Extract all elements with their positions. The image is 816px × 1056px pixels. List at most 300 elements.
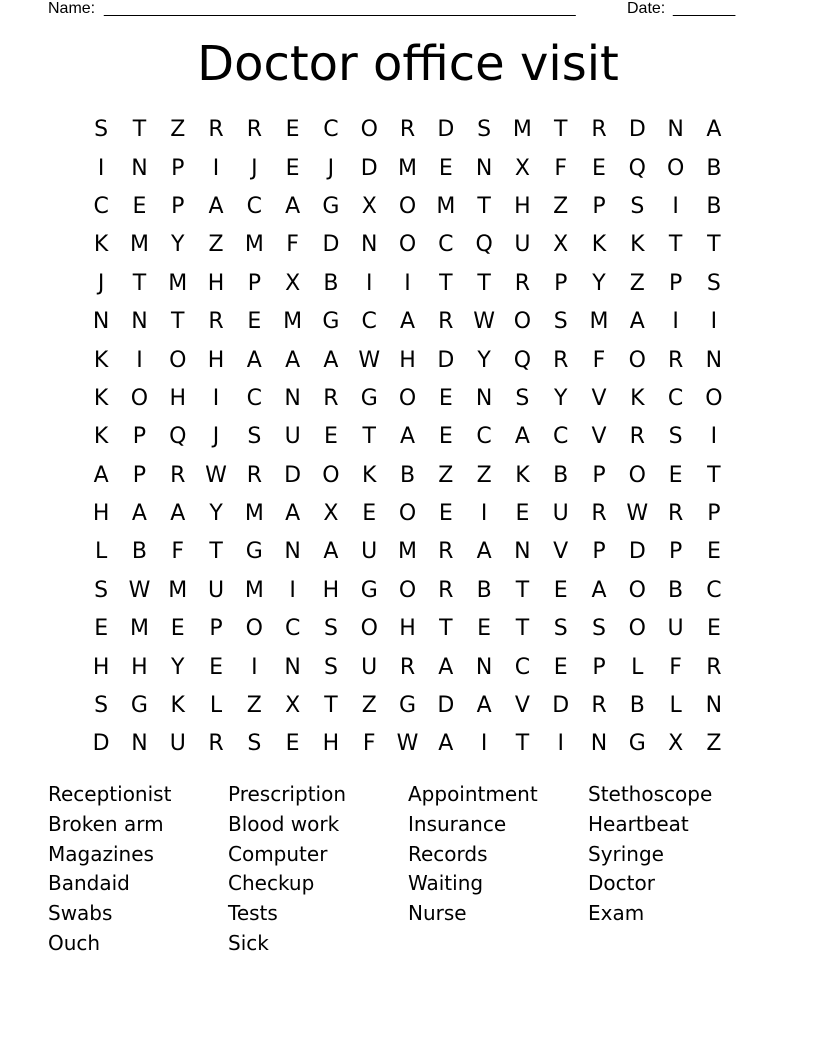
grid-letter[interactable]: H	[322, 577, 340, 603]
grid-letter[interactable]: C	[706, 577, 722, 603]
grid-letter[interactable]: L	[669, 693, 682, 719]
grid-letter[interactable]: E	[285, 731, 300, 757]
grid-letter[interactable]: I	[480, 501, 488, 527]
grid-letter[interactable]: R	[591, 117, 607, 143]
grid-letter[interactable]: W	[358, 347, 381, 373]
grid-row	[82, 188, 733, 226]
grid-letter[interactable]: X	[514, 155, 530, 181]
grid-letter[interactable]: M	[244, 232, 264, 258]
grid-letter[interactable]: R	[399, 117, 416, 143]
grid-letter[interactable]: N	[705, 693, 723, 719]
grid-letter[interactable]: Y	[209, 501, 223, 527]
grid-letter[interactable]: U	[361, 539, 378, 565]
grid-letter[interactable]: M	[129, 616, 149, 642]
grid-letter[interactable]: R	[667, 501, 684, 527]
grid-letter[interactable]: A	[591, 577, 607, 603]
grid-letter[interactable]: R	[438, 577, 454, 603]
grid-letter[interactable]: M	[168, 270, 188, 296]
grid-letter[interactable]: K	[630, 385, 645, 411]
grid-letter[interactable]: Z	[361, 693, 377, 719]
grid-letter[interactable]: N	[131, 731, 148, 757]
grid-letter[interactable]: T	[707, 462, 721, 488]
grid-letter[interactable]: S	[247, 424, 262, 450]
grid-letter[interactable]: E	[592, 155, 606, 181]
grid-letter[interactable]: O	[628, 347, 646, 373]
grid-letter[interactable]: O	[398, 577, 417, 603]
grid-letter[interactable]: F	[592, 347, 606, 373]
grid-letter[interactable]: O	[398, 385, 417, 411]
grid-letter[interactable]: Z	[629, 270, 645, 296]
grid-letter[interactable]: M	[512, 117, 532, 143]
grid-letter[interactable]: T	[362, 424, 376, 450]
grid-letter[interactable]: T	[439, 270, 453, 296]
grid-letter[interactable]: E	[285, 117, 300, 143]
grid-letter[interactable]: G	[130, 693, 148, 719]
grid-letter[interactable]: B	[323, 270, 339, 296]
grid-letter[interactable]: C	[246, 193, 263, 219]
grid-letter[interactable]: T	[439, 616, 453, 642]
word-list-item: Sick	[228, 930, 269, 955]
grid-letter[interactable]: S	[323, 616, 338, 642]
grid-letter[interactable]: A	[285, 193, 301, 219]
date-field[interactable]: _______	[673, 0, 736, 17]
grid-letter[interactable]: F	[171, 539, 185, 565]
grid-letter[interactable]: R	[706, 654, 722, 680]
grid-letter[interactable]: F	[286, 232, 299, 258]
grid-letter[interactable]: A	[399, 309, 416, 335]
grid-letter[interactable]: N	[475, 155, 493, 181]
grid-letter[interactable]: T	[477, 270, 491, 296]
grid-letter[interactable]: P	[209, 616, 223, 642]
grid-letter[interactable]: E	[438, 385, 453, 411]
grid-letter[interactable]: O	[169, 347, 187, 373]
grid-letter[interactable]: G	[322, 309, 340, 335]
grid-letter[interactable]: O	[322, 462, 340, 488]
grid-letter[interactable]: U	[552, 501, 569, 527]
grid-letter[interactable]: H	[514, 193, 531, 219]
grid-letter[interactable]: Z	[246, 693, 262, 719]
grid-letter[interactable]: S	[323, 654, 338, 680]
grid-letter[interactable]: C	[246, 385, 263, 411]
grid-letter[interactable]: N	[131, 155, 148, 181]
grid-letter[interactable]: C	[667, 385, 684, 411]
grid-letter[interactable]: M	[168, 577, 188, 603]
grid-letter[interactable]: H	[207, 270, 225, 296]
grid-letter[interactable]: P	[707, 501, 721, 527]
grid-letter[interactable]: Q	[169, 424, 187, 450]
grid-letter[interactable]: S	[668, 424, 683, 450]
grid-letter[interactable]: E	[553, 654, 568, 680]
grid-letter[interactable]: I	[289, 577, 296, 603]
grid-letter[interactable]: V	[591, 424, 607, 450]
grid-letter[interactable]: R	[208, 731, 224, 757]
grid-letter[interactable]: E	[285, 155, 300, 181]
grid-letter[interactable]: O	[628, 462, 646, 488]
grid-letter[interactable]: A	[399, 424, 416, 450]
grid-letter[interactable]: W	[626, 501, 649, 527]
grid-letter[interactable]: X	[668, 731, 684, 757]
grid-letter[interactable]: I	[672, 309, 679, 335]
grid-letter[interactable]: E	[438, 501, 453, 527]
grid-letter[interactable]: N	[514, 539, 531, 565]
grid-letter[interactable]: K	[93, 385, 109, 411]
grid-letter[interactable]: P	[592, 462, 606, 488]
grid-letter[interactable]: E	[132, 193, 147, 219]
grid-letter[interactable]: T	[515, 731, 530, 757]
grid-letter[interactable]: C	[553, 424, 569, 450]
grid-letter[interactable]: V	[553, 539, 569, 565]
grid-letter[interactable]: U	[207, 577, 225, 603]
grid-letter[interactable]: R	[246, 462, 262, 488]
grid-letter[interactable]: F	[669, 654, 682, 680]
grid-letter[interactable]: S	[553, 309, 568, 335]
grid-letter[interactable]: R	[170, 462, 186, 488]
grid-letter[interactable]: I	[710, 309, 718, 335]
grid-letter[interactable]: R	[399, 654, 416, 680]
grid-letter[interactable]: S	[553, 616, 568, 642]
grid-letter[interactable]: D	[284, 462, 302, 488]
grid-letter[interactable]: R	[629, 424, 645, 450]
grid-letter[interactable]: O	[398, 232, 417, 258]
grid-letter[interactable]: F	[362, 731, 376, 757]
grid-letter[interactable]: Z	[438, 462, 454, 488]
grid-letter[interactable]: K	[93, 347, 109, 373]
grid-letter[interactable]: M	[283, 309, 303, 335]
grid-letter[interactable]: H	[92, 501, 110, 527]
grid-letter[interactable]: W	[128, 577, 151, 603]
grid-letter[interactable]: T	[132, 270, 147, 296]
grid-letter[interactable]: D	[360, 155, 378, 181]
grid-letter[interactable]: O	[360, 616, 378, 642]
grid-letter[interactable]: T	[209, 539, 223, 565]
grid-letter[interactable]: D	[322, 232, 340, 258]
grid-letter[interactable]: I	[365, 270, 373, 296]
grid-letter[interactable]: D	[437, 693, 455, 719]
grid-letter[interactable]: S	[94, 577, 109, 603]
grid-letter[interactable]: E	[553, 577, 568, 603]
grid-letter[interactable]: P	[592, 539, 606, 565]
grid-letter[interactable]: E	[438, 424, 453, 450]
grid-letter[interactable]: F	[554, 155, 568, 181]
grid-letter[interactable]: L	[95, 539, 108, 565]
grid-letter[interactable]: Q	[628, 155, 646, 181]
grid-letter[interactable]: E	[477, 616, 492, 642]
grid-letter[interactable]: U	[361, 654, 378, 680]
grid-letter[interactable]: A	[131, 501, 147, 527]
grid-letter[interactable]: R	[323, 385, 339, 411]
grid-letter[interactable]: E	[706, 539, 721, 565]
grid-letter[interactable]: O	[705, 385, 723, 411]
grid-letter[interactable]: C	[361, 309, 377, 335]
grid-letter[interactable]: P	[171, 155, 185, 181]
grid-letter[interactable]: R	[438, 309, 454, 335]
grid-letter[interactable]: E	[668, 462, 683, 488]
grid-letter[interactable]: C	[514, 654, 531, 680]
grid-letter[interactable]: O	[245, 616, 263, 642]
grid-letter[interactable]: G	[322, 193, 340, 219]
grid-letter[interactable]: P	[554, 270, 568, 296]
grid-letter[interactable]: A	[170, 501, 186, 527]
grid-letter[interactable]: E	[515, 501, 530, 527]
grid-letter[interactable]: Y	[553, 385, 568, 411]
grid-letter[interactable]: R	[553, 347, 569, 373]
grid-letter[interactable]: I	[404, 270, 411, 296]
grid-letter[interactable]: N	[475, 385, 493, 411]
grid-letter[interactable]: P	[171, 193, 185, 219]
grid-letter[interactable]: Z	[208, 232, 224, 258]
grid-letter[interactable]: X	[361, 193, 377, 219]
grid-letter[interactable]: T	[515, 616, 530, 642]
grid-letter[interactable]: G	[398, 693, 417, 719]
grid-letter[interactable]: A	[93, 462, 109, 488]
grid-letter[interactable]: P	[247, 270, 261, 296]
grid-letter[interactable]: T	[324, 693, 338, 719]
grid-letter[interactable]: E	[170, 616, 185, 642]
grid-letter[interactable]: A	[323, 539, 339, 565]
grid-letter[interactable]: G	[245, 539, 263, 565]
grid-letter[interactable]: Z	[553, 193, 569, 219]
grid-letter[interactable]: I	[212, 385, 220, 411]
grid-letter[interactable]: Z	[476, 462, 492, 488]
grid-letter[interactable]: G	[628, 731, 646, 757]
grid-letter[interactable]: I	[557, 731, 564, 757]
grid-letter[interactable]: S	[247, 731, 262, 757]
grid-letter[interactable]: O	[628, 577, 646, 603]
grid-letter[interactable]: U	[667, 616, 684, 642]
grid-letter[interactable]: I	[710, 424, 718, 450]
grid-letter[interactable]: I	[251, 654, 258, 680]
grid-letter[interactable]: N	[475, 654, 493, 680]
grid-letter[interactable]: M	[398, 155, 418, 181]
grid-letter[interactable]: E	[362, 501, 377, 527]
grid-letter[interactable]: D	[437, 347, 455, 373]
grid-letter[interactable]: C	[284, 616, 301, 642]
grid-letter[interactable]: P	[668, 270, 683, 296]
grid-letter[interactable]: J	[212, 424, 220, 450]
grid-letter[interactable]: D	[628, 539, 646, 565]
grid-letter[interactable]: S	[477, 117, 492, 143]
grid-letter[interactable]: U	[284, 424, 301, 450]
grid-letter[interactable]: L	[631, 654, 644, 680]
grid-letter[interactable]: J	[251, 155, 258, 181]
grid-letter[interactable]: D	[552, 693, 570, 719]
grid-letter[interactable]: H	[207, 347, 225, 373]
grid-letter[interactable]: A	[476, 539, 492, 565]
grid-letter[interactable]: A	[438, 654, 454, 680]
grid-row	[82, 457, 733, 495]
grid-letter[interactable]: P	[668, 539, 683, 565]
grid-letter[interactable]: P	[132, 424, 147, 450]
grid-letter[interactable]: X	[553, 232, 569, 258]
grid-letter[interactable]: E	[94, 616, 109, 642]
grid-letter[interactable]: H	[169, 385, 187, 411]
grid-letter[interactable]: T	[515, 577, 530, 603]
grid-letter[interactable]: M	[244, 577, 264, 603]
grid-letter[interactable]: D	[437, 117, 455, 143]
grid-letter[interactable]: T	[171, 309, 185, 335]
grid-letter[interactable]: N	[667, 117, 684, 143]
grid-letter[interactable]: D	[628, 117, 646, 143]
grid-letter[interactable]: P	[592, 193, 606, 219]
grid-letter[interactable]: M	[436, 193, 456, 219]
grid-letter[interactable]: P	[592, 654, 606, 680]
grid-letter[interactable]: C	[93, 193, 109, 219]
grid-letter[interactable]: M	[398, 539, 418, 565]
grid-letter[interactable]: S	[94, 693, 109, 719]
grid-letter[interactable]: T	[477, 193, 491, 219]
grid-letter[interactable]: Q	[475, 232, 493, 258]
grid-letter[interactable]: N	[92, 309, 110, 335]
grid-letter[interactable]: M	[589, 309, 609, 335]
grid-letter[interactable]: R	[591, 501, 607, 527]
grid-letter[interactable]: X	[323, 501, 339, 527]
grid-letter[interactable]: M	[244, 501, 264, 527]
grid-letter[interactable]: B	[706, 155, 722, 181]
grid-letter[interactable]: W	[473, 309, 495, 335]
grid-letter[interactable]: A	[246, 347, 262, 373]
grid-letter[interactable]: Q	[513, 347, 532, 373]
grid-letter[interactable]: V	[591, 385, 607, 411]
grid-letter[interactable]: T	[707, 232, 721, 258]
grid-letter[interactable]: V	[514, 693, 530, 719]
grid-letter[interactable]: K	[515, 462, 530, 488]
grid-letter[interactable]: O	[398, 193, 417, 219]
grid-letter[interactable]: N	[360, 232, 378, 258]
grid-letter[interactable]: I	[136, 347, 143, 373]
grid-letter[interactable]: J	[97, 270, 105, 296]
grid-letter[interactable]: T	[668, 232, 683, 258]
grid-letter[interactable]: Y	[592, 270, 606, 296]
grid-letter[interactable]: Y	[171, 232, 185, 258]
grid-letter[interactable]: H	[92, 654, 110, 680]
grid-letter[interactable]: A	[706, 117, 722, 143]
grid-letter[interactable]: S	[515, 385, 530, 411]
grid-letter[interactable]: G	[360, 577, 378, 603]
grid-letter[interactable]: K	[591, 232, 607, 258]
grid-letter[interactable]: B	[399, 462, 416, 488]
grid-letter[interactable]: R	[208, 309, 224, 335]
grid-letter[interactable]: G	[360, 385, 378, 411]
grid-letter[interactable]: S	[592, 616, 606, 642]
grid-letter[interactable]: A	[323, 347, 339, 373]
grid-letter[interactable]: O	[360, 117, 378, 143]
grid-letter[interactable]: T	[132, 117, 147, 143]
grid-letter[interactable]: I	[97, 155, 105, 181]
grid-letter[interactable]: O	[628, 616, 646, 642]
grid-letter[interactable]: O	[513, 309, 532, 335]
grid-letter[interactable]: R	[591, 693, 607, 719]
grid-letter[interactable]: U	[514, 232, 531, 258]
word-list-item: Bandaid	[48, 871, 130, 896]
grid-letter[interactable]: R	[438, 539, 454, 565]
grid-letter[interactable]: D	[92, 731, 110, 757]
grid-letter[interactable]: E	[209, 654, 223, 680]
grid-letter[interactable]: R	[208, 117, 224, 143]
grid-letter[interactable]: S	[630, 193, 645, 219]
grid-letter[interactable]: K	[630, 232, 645, 258]
grid-letter[interactable]: E	[323, 424, 338, 450]
grid-letter[interactable]: I	[480, 731, 488, 757]
grid-letter[interactable]: N	[590, 731, 608, 757]
grid-letter[interactable]: C	[476, 424, 492, 450]
grid-letter[interactable]: J	[327, 155, 335, 181]
word-list-column	[48, 780, 228, 959]
grid-letter[interactable]: K	[93, 424, 109, 450]
grid-letter[interactable]: H	[399, 616, 416, 642]
grid-letter[interactable]: A	[629, 309, 645, 335]
grid-letter[interactable]: K	[362, 462, 377, 488]
grid-letter[interactable]: N	[705, 347, 723, 373]
grid-letter[interactable]: N	[284, 385, 301, 411]
grid-letter[interactable]: M	[129, 232, 149, 258]
grid-letter[interactable]: E	[438, 155, 453, 181]
grid-letter[interactable]: P	[132, 462, 147, 488]
grid-letter[interactable]: B	[131, 539, 147, 565]
grid-row	[82, 495, 733, 533]
grid-letter[interactable]: O	[666, 155, 685, 181]
grid-letter[interactable]: X	[285, 693, 301, 719]
grid-row	[82, 303, 733, 341]
word-list-item: Swabs	[48, 901, 113, 926]
grid-letter[interactable]: X	[285, 270, 301, 296]
grid-letter[interactable]: R	[246, 117, 262, 143]
grid-letter[interactable]: E	[247, 309, 262, 335]
grid-letter[interactable]: A	[208, 193, 224, 219]
grid-letter[interactable]: R	[667, 347, 684, 373]
grid-letter[interactable]: B	[629, 693, 645, 719]
grid-letter[interactable]: Y	[477, 347, 491, 373]
grid-letter[interactable]: B	[706, 193, 722, 219]
grid-letter[interactable]: B	[668, 577, 684, 603]
grid-letter[interactable]: R	[514, 270, 531, 296]
grid-letter[interactable]: I	[672, 193, 679, 219]
grid-letter[interactable]: H	[322, 731, 340, 757]
grid-letter[interactable]: O	[398, 501, 417, 527]
name-field[interactable]: _____________________________________________________	[104, 0, 576, 17]
grid-letter[interactable]: Y	[171, 654, 185, 680]
grid-letter[interactable]: C	[438, 232, 454, 258]
grid-letter[interactable]: K	[170, 693, 185, 719]
grid-letter[interactable]: W	[205, 462, 227, 488]
grid-letter[interactable]: A	[438, 731, 454, 757]
grid-letter[interactable]: B	[476, 577, 492, 603]
grid-letter[interactable]: O	[130, 385, 149, 411]
grid-letter[interactable]: T	[553, 117, 568, 143]
grid-letter[interactable]: H	[399, 347, 416, 373]
grid-letter[interactable]: U	[169, 731, 186, 757]
grid-letter[interactable]: S	[706, 270, 721, 296]
grid-letter[interactable]: A	[285, 501, 301, 527]
grid-letter[interactable]: N	[131, 309, 148, 335]
grid-letter[interactable]: N	[284, 539, 301, 565]
grid-letter[interactable]: S	[94, 117, 109, 143]
grid-letter[interactable]: Z	[706, 731, 722, 757]
grid-letter[interactable]: L	[209, 693, 223, 719]
grid-letter[interactable]: A	[476, 693, 492, 719]
grid-letter[interactable]: Z	[170, 117, 186, 143]
grid-row	[82, 572, 733, 610]
grid-letter[interactable]: E	[706, 616, 721, 642]
grid-letter[interactable]: K	[93, 232, 109, 258]
grid-letter[interactable]: B	[553, 462, 569, 488]
grid-letter[interactable]: A	[514, 424, 530, 450]
grid-letter[interactable]: H	[131, 654, 148, 680]
grid-letter[interactable]: A	[285, 347, 301, 373]
grid-letter[interactable]: N	[284, 654, 301, 680]
grid-letter[interactable]: I	[212, 155, 220, 181]
grid-letter[interactable]: W	[396, 731, 419, 757]
grid-letter[interactable]: C	[323, 117, 339, 143]
